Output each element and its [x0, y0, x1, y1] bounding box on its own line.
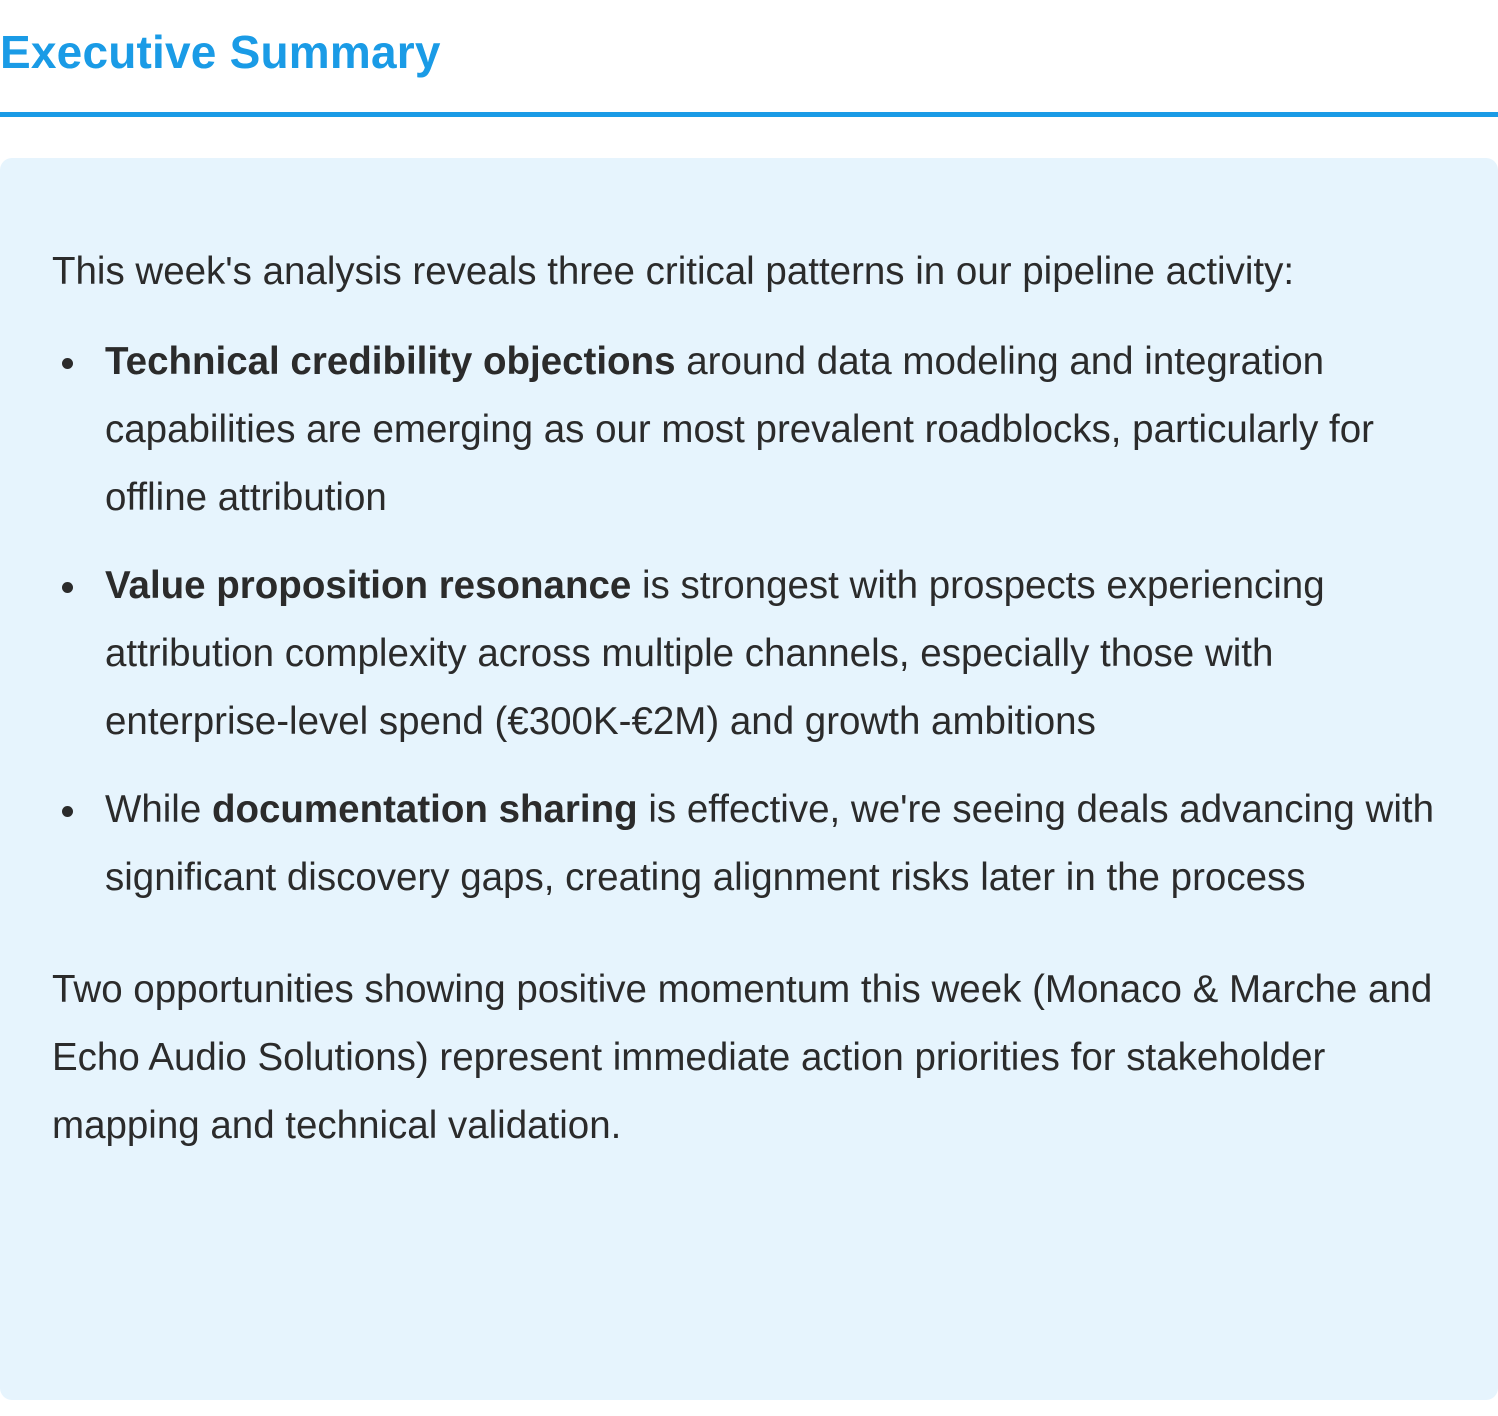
list-item	[52, 552, 1446, 756]
point-text: is effective, we're seeing deals advancing with significant discovery gaps, creating alignment risks later in the process	[105, 788, 1434, 899]
point-highlight: Value proposition resonance	[105, 564, 632, 607]
key-patterns-list	[52, 328, 1446, 912]
bullet-icon	[62, 582, 73, 593]
list-item	[52, 328, 1446, 532]
bullet-icon	[62, 358, 73, 369]
summary-intro: This week's analysis reveals three critical patterns in our pipeline activity:	[52, 250, 1295, 293]
point-prefix: While	[105, 788, 212, 831]
summary-closing: Two opportunities showing positive momentum this week (Monaco & Marche and Echo Audio Solutions) represent immediate action priorities for stakeholder mapping and technical validation.	[52, 968, 1433, 1147]
point-text: is strongest with prospects experiencing attribution complexity across multiple channels, especially those with enterprise-level spend (€300K-€2M) and growth ambitions	[105, 564, 1325, 743]
section-title: Executive Summary	[0, 26, 441, 78]
summary-card	[0, 158, 1498, 1400]
list-item	[52, 776, 1446, 912]
point-text: around data modeling and integration capabilities are emerging as our most prevalent roadblocks, particularly for offline attribution	[105, 340, 1374, 519]
bullet-icon	[62, 806, 73, 817]
point-highlight: documentation sharing	[211, 788, 638, 831]
point-highlight: Technical credibility objections	[105, 340, 676, 383]
title-divider	[0, 112, 1498, 117]
